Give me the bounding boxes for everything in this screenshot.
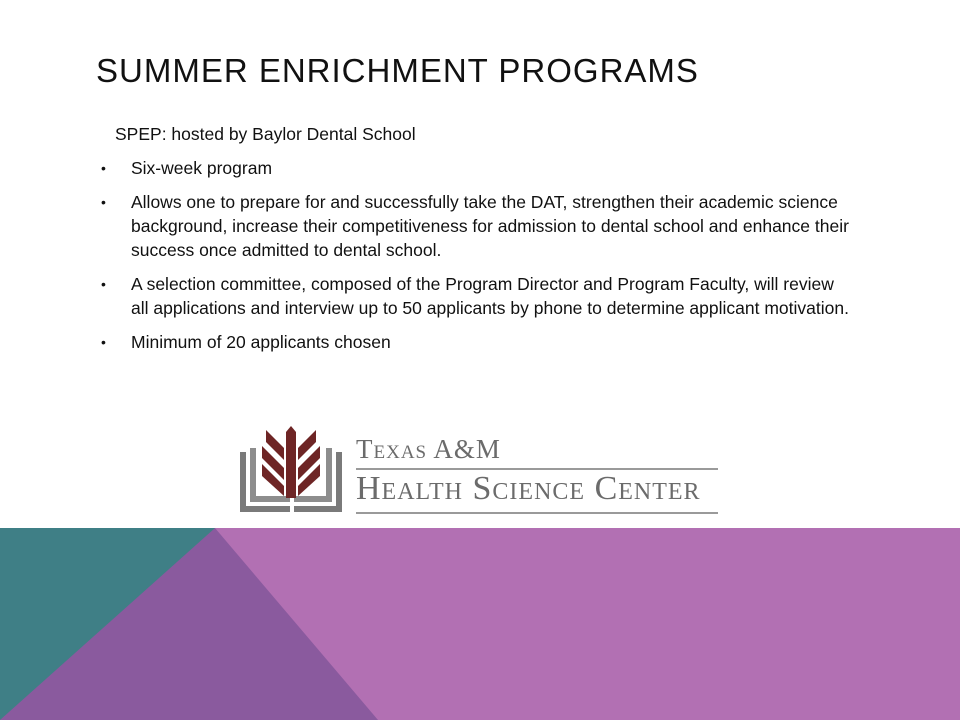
tamhsc-logo [236,426,720,516]
bullet-list [101,156,855,354]
bullet-item [101,190,855,262]
slide-title: SUMMER ENRICHMENT PROGRAMS [96,52,699,89]
bullet-dot: • [101,276,106,292]
bullet-text: A selection committee, composed of the Program Director and Program Faculty, will review all applications and interview up to 50 applicants by phone to determine applicant motivation. [131,274,849,318]
subtitle: SPEP: hosted by Baylor Dental School [115,124,416,144]
logo-divider [356,512,718,514]
bullet-text: Minimum of 20 applicants chosen [131,332,391,352]
bullet-dot: • [101,194,106,210]
bullet-item [101,272,855,320]
logo-line-2: Health Science Center [356,470,701,507]
bullet-dot: • [101,334,106,350]
bullet-item [101,330,855,354]
bullet-text: Six-week program [131,158,273,178]
logo-line-1: Texas A&M [356,434,501,464]
slide-body [101,122,855,364]
book-wheat-icon [236,426,348,516]
decorative-band [0,528,960,720]
bullet-item [101,156,855,180]
bullet-dot: • [101,160,106,176]
bullet-text: Allows one to prepare for and successfully take the DAT, strengthen their academic science background, increase their competitiveness for admission to dental school and enhance their success once admitted to dental school. [131,192,849,260]
